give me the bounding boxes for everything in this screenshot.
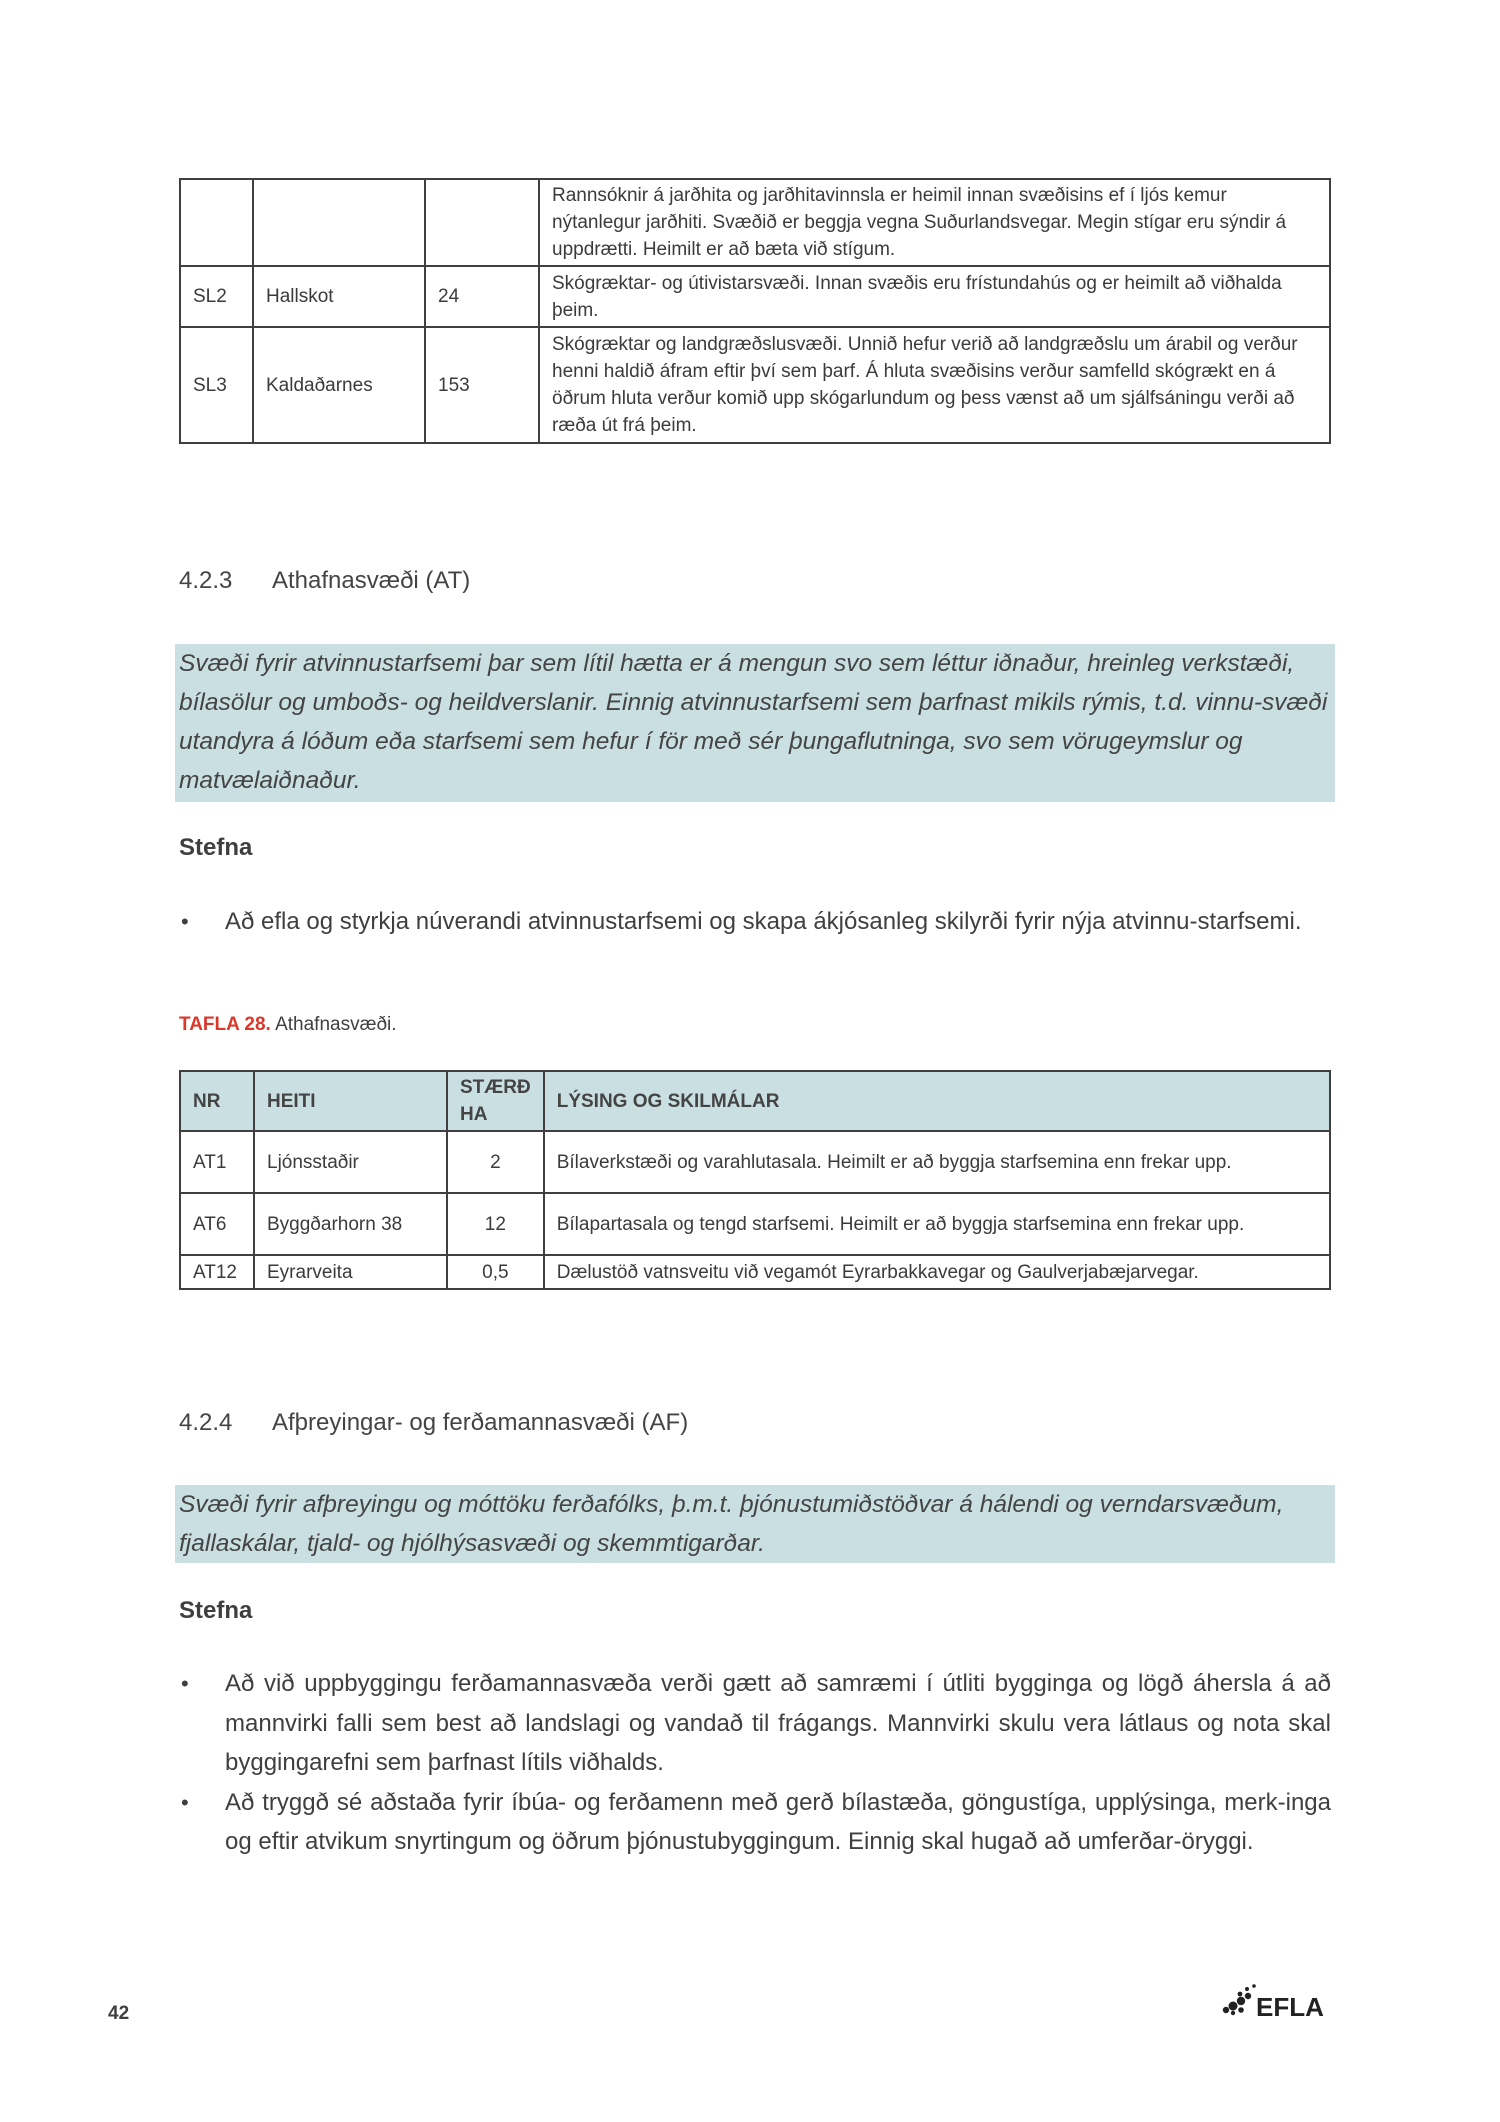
cell-lysing: Dælustöð vatnsveitu við vegamót Eyrarbakkavegar og Gaulverjabæjarvegar. (544, 1255, 1330, 1289)
policy-list-at (179, 902, 1331, 942)
table-sl-continued (179, 178, 1331, 444)
cell-nr: SL3 (180, 327, 253, 443)
cell-staerd: 24 (425, 266, 539, 327)
table-row (180, 1131, 1330, 1193)
table-header-row (180, 1071, 1330, 1131)
cell-nr: AT12 (180, 1255, 254, 1289)
list-item: • Að efla og styrkja núverandi atvinnustarfsemi og skapa ákjósanleg skilyrði fyrir nýja atvinnu-starfsemi. (179, 902, 1331, 942)
list-item: • Að við uppbyggingu ferðamannasvæða verði gætt að samræmi í útliti bygginga og lögð áhersla á að mannvirki falli sem best að landslagi og vandað til frágangs. Mannvirki skulu vera látlaus og nota skal byggingarefni sem þarfnast lítils viðhalds. (179, 1664, 1331, 1783)
cell-staerd (425, 179, 539, 266)
cell-heiti: Kaldaðarnes (253, 327, 425, 443)
table-row (180, 266, 1330, 327)
cell-staerd: 2 (447, 1131, 544, 1193)
table-athafnasvaedi (179, 1070, 1331, 1290)
cell-lysing: Bílapartasala og tengd starfsemi. Heimilt er að byggja starfsemina enn frekar upp. (544, 1193, 1330, 1255)
table-row (180, 179, 1330, 266)
cell-nr: AT1 (180, 1131, 254, 1193)
cell-lysing: Rannsóknir á jarðhita og jarðhitavinnsla er heimil innan svæðisins ef í ljós kemur nýtanlegur jarðhiti. Svæðið er beggja vegna Suðurlandsvegar. Megin stígar eru sýndir á uppdrætti. Heimilt er að bæta við stígum. (539, 179, 1330, 266)
list-item: • Að tryggð sé aðstaða fyrir íbúa- og ferðamenn með gerð bílastæða, göngustíga, upplýsinga, merk-inga og eftir atvikum snyrtingum og öðrum þjónustubyggingum. Einnig skal hugað að umferðar-öryggi. (179, 1783, 1331, 1862)
header-nr: NR (180, 1071, 254, 1131)
cell-lysing: Skógræktar- og útivistarsvæði. Innan svæðis eru frístundahús og er heimilt að viðhalda þeim. (539, 266, 1330, 327)
table-row (180, 327, 1330, 443)
cell-staerd: 12 (447, 1193, 544, 1255)
caption-tag: TAFLA 28. (179, 1014, 271, 1035)
section-number: 4.2.3 (179, 567, 233, 594)
cell-staerd: 153 (425, 327, 539, 443)
header-lysing: LÝSING OG SKILMÁLAR (544, 1071, 1330, 1131)
definition-box-af: Svæði fyrir afþreyingu og móttöku ferðafólks, þ.m.t. þjónustumiðstöðvar á hálendi og verndarsvæðum, fjallaskálar, tjald- og hjólhýsasvæði og skemmtigarðar. (175, 1485, 1335, 1563)
cell-heiti: Eyrarveita (254, 1255, 447, 1289)
policy-list-af (179, 1664, 1331, 1862)
cell-nr: SL2 (180, 266, 253, 327)
cell-staerd: 0,5 (447, 1255, 544, 1289)
cell-heiti (253, 179, 425, 266)
section-number: 4.2.4 (179, 1409, 233, 1436)
cell-heiti: Byggðarhorn 38 (254, 1193, 447, 1255)
efla-logo (1222, 1982, 1337, 2018)
section-title: Athafnasvæði (AT) (272, 567, 471, 594)
stefna-label-at: Stefna (179, 834, 253, 861)
cell-lysing: Bílaverkstæði og varahlutasala. Heimilt er að byggja starfsemina enn frekar upp. (544, 1131, 1330, 1193)
cell-lysing: Skógræktar og landgræðslusvæði. Unnið hefur verið að landgræðslu um árabil og verður henni haldið áfram eftir því sem þarf. Á hluta svæðisins verður samfelld skógrækt en á öðrum hluta verður komið upp skógarlundum og þess vænst að um sjálfsáningu verði að ræða út frá þeim. (539, 327, 1330, 443)
section-title: Afþreyingar- og ferðamannasvæði (AF) (272, 1409, 689, 1436)
cell-nr (180, 179, 253, 266)
table-row (180, 1255, 1330, 1289)
definition-box-at: Svæði fyrir atvinnustarfsemi þar sem lítil hætta er á mengun svo sem léttur iðnaður, hreinleg verkstæði, bílasölur og umboðs- og heildverslanir. Einnig atvinnustarfsemi sem þarfnast mikils rýmis, t.d. vinnu-svæði utandyra á lóðum eða starfsemi sem hefur í för með sér þungaflutninga, svo sem vörugeymslur og matvælaiðnaður. (175, 644, 1335, 802)
table-caption (179, 1014, 397, 1036)
header-staerd: STÆRÐ HA (447, 1071, 544, 1131)
stefna-label-af: Stefna (179, 1597, 253, 1624)
header-heiti: HEITI (254, 1071, 447, 1131)
page-number: 42 (108, 2003, 130, 2024)
cell-heiti: Ljónsstaðir (254, 1131, 447, 1193)
table-row (180, 1193, 1330, 1255)
caption-text: Athafnasvæði. (270, 1014, 397, 1035)
cell-heiti: Hallskot (253, 266, 425, 327)
section-heading-at (179, 567, 470, 595)
logo-text: EFLA (1256, 1992, 1324, 2018)
cell-nr: AT6 (180, 1193, 254, 1255)
efla-dots-logo-icon (1222, 1982, 1337, 2018)
section-heading-af (179, 1409, 688, 1437)
